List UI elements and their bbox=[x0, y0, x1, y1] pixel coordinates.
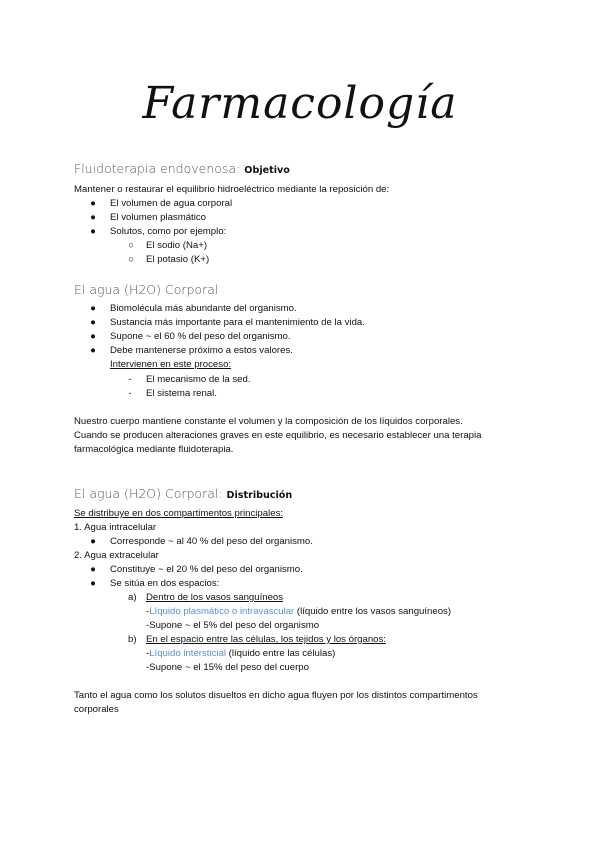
list-item: Sustancia más importante para el mantenimiento de la vida. bbox=[110, 317, 365, 328]
closing-line: Tanto el agua como los solutos disueltos en dicho agua fluyen por los distintos compartimentos bbox=[74, 690, 478, 701]
bullet-icon: ● bbox=[90, 226, 96, 237]
section-heading-fluidoterapia bbox=[74, 163, 290, 177]
bullet-icon: ● bbox=[90, 317, 96, 328]
process-item: El mecanismo de la sed. bbox=[146, 374, 251, 385]
bullet-icon: ● bbox=[90, 212, 96, 223]
bullet-icon: ● bbox=[90, 564, 96, 575]
space-b-label: En el espacio entre las células, los tejidos y los órganos: bbox=[146, 634, 386, 645]
list-item: Debe mantenerse próximo a estos valores. bbox=[110, 345, 293, 356]
heading-tag: Distribución bbox=[226, 490, 293, 501]
list-marker-a: a) bbox=[128, 592, 137, 603]
list-item: El volumen de agua corporal bbox=[110, 198, 233, 209]
extracellular-label: 2. Agua extracelular bbox=[74, 550, 159, 561]
dash-bullet-icon: - bbox=[128, 388, 132, 399]
circle-bullet-icon: ○ bbox=[128, 240, 134, 251]
term-description: (líquido entre los vasos sanguíneos) bbox=[294, 606, 452, 617]
term-description: (líquido entre las células) bbox=[226, 648, 336, 659]
list-item: Se sitúa en dos espacios: bbox=[110, 578, 220, 589]
bullet-icon: ● bbox=[90, 303, 96, 314]
list-item: Constituye ~ el 20 % del peso del organismo. bbox=[110, 564, 303, 575]
highlighted-term: Líquido intersticial bbox=[149, 648, 226, 659]
dash-text: - bbox=[146, 648, 150, 659]
dash-bullet-icon: - bbox=[128, 374, 132, 385]
bullet-icon: ● bbox=[90, 331, 96, 342]
list-item: Corresponde ~ al 40 % del peso del organismo. bbox=[110, 536, 313, 547]
sub-list-item: El potasio (K+) bbox=[146, 254, 210, 265]
sub-list-item: El sodio (Na+) bbox=[146, 240, 208, 251]
intro-text: Mantener o restaurar el equilibrio hidroeléctrico mediante la reposición de: bbox=[74, 184, 390, 195]
section-heading-distribucion bbox=[74, 488, 292, 502]
paragraph-line: Nuestro cuerpo mantiene constante el volumen y la composición de los líquidos corporales. bbox=[74, 416, 463, 427]
paragraph-line: Cuando se producen alteraciones graves en este equilibrio, es necesario establecer una terapia bbox=[74, 430, 482, 441]
heading-text: Fluidoterapia endovenosa: bbox=[74, 161, 241, 176]
space-b-line bbox=[146, 648, 335, 660]
process-label: Intervienen en este proceso: bbox=[110, 359, 232, 370]
space-a-percentage: -Supone ~ el 5% del peso del organismo bbox=[146, 620, 320, 631]
heading-text: El agua (H2O) Corporal: bbox=[74, 486, 223, 501]
list-marker-b: b) bbox=[128, 634, 137, 645]
distribution-subtitle: Se distribuye en dos compartimentos principales: bbox=[74, 508, 284, 519]
list-item: El volumen plasmático bbox=[110, 212, 206, 223]
space-a-line bbox=[146, 606, 451, 618]
list-item: Solutos, como por ejemplo: bbox=[110, 226, 227, 237]
intracellular-label: 1. Agua intracelular bbox=[74, 522, 157, 533]
paragraph-line: farmacológica mediante fluidoterapia. bbox=[74, 444, 234, 455]
bullet-icon: ● bbox=[90, 536, 96, 547]
list-item: Biomolécula más abundante del organismo. bbox=[110, 303, 297, 314]
dash-text: - bbox=[146, 606, 150, 617]
bullet-icon: ● bbox=[90, 578, 96, 589]
heading-tag: Objetivo bbox=[244, 165, 290, 176]
section-heading-agua-corporal: El agua (H2O) Corporal bbox=[74, 282, 219, 297]
closing-line: corporales bbox=[74, 704, 119, 715]
space-a-label: Dentro de los vasos sanguíneos bbox=[146, 592, 284, 603]
bullet-icon: ● bbox=[90, 345, 96, 356]
process-item: El sistema renal. bbox=[146, 388, 217, 399]
circle-bullet-icon: ○ bbox=[128, 254, 134, 265]
page-title: Farmacología bbox=[142, 78, 458, 129]
bullet-icon: ● bbox=[90, 198, 96, 209]
highlighted-term: Líquido plasmático o intravascular bbox=[149, 606, 295, 617]
space-b-percentage: -Supone ~ el 15% del peso del cuerpo bbox=[146, 662, 309, 673]
list-item: Supone ~ el 60 % del peso del organismo. bbox=[110, 331, 291, 342]
